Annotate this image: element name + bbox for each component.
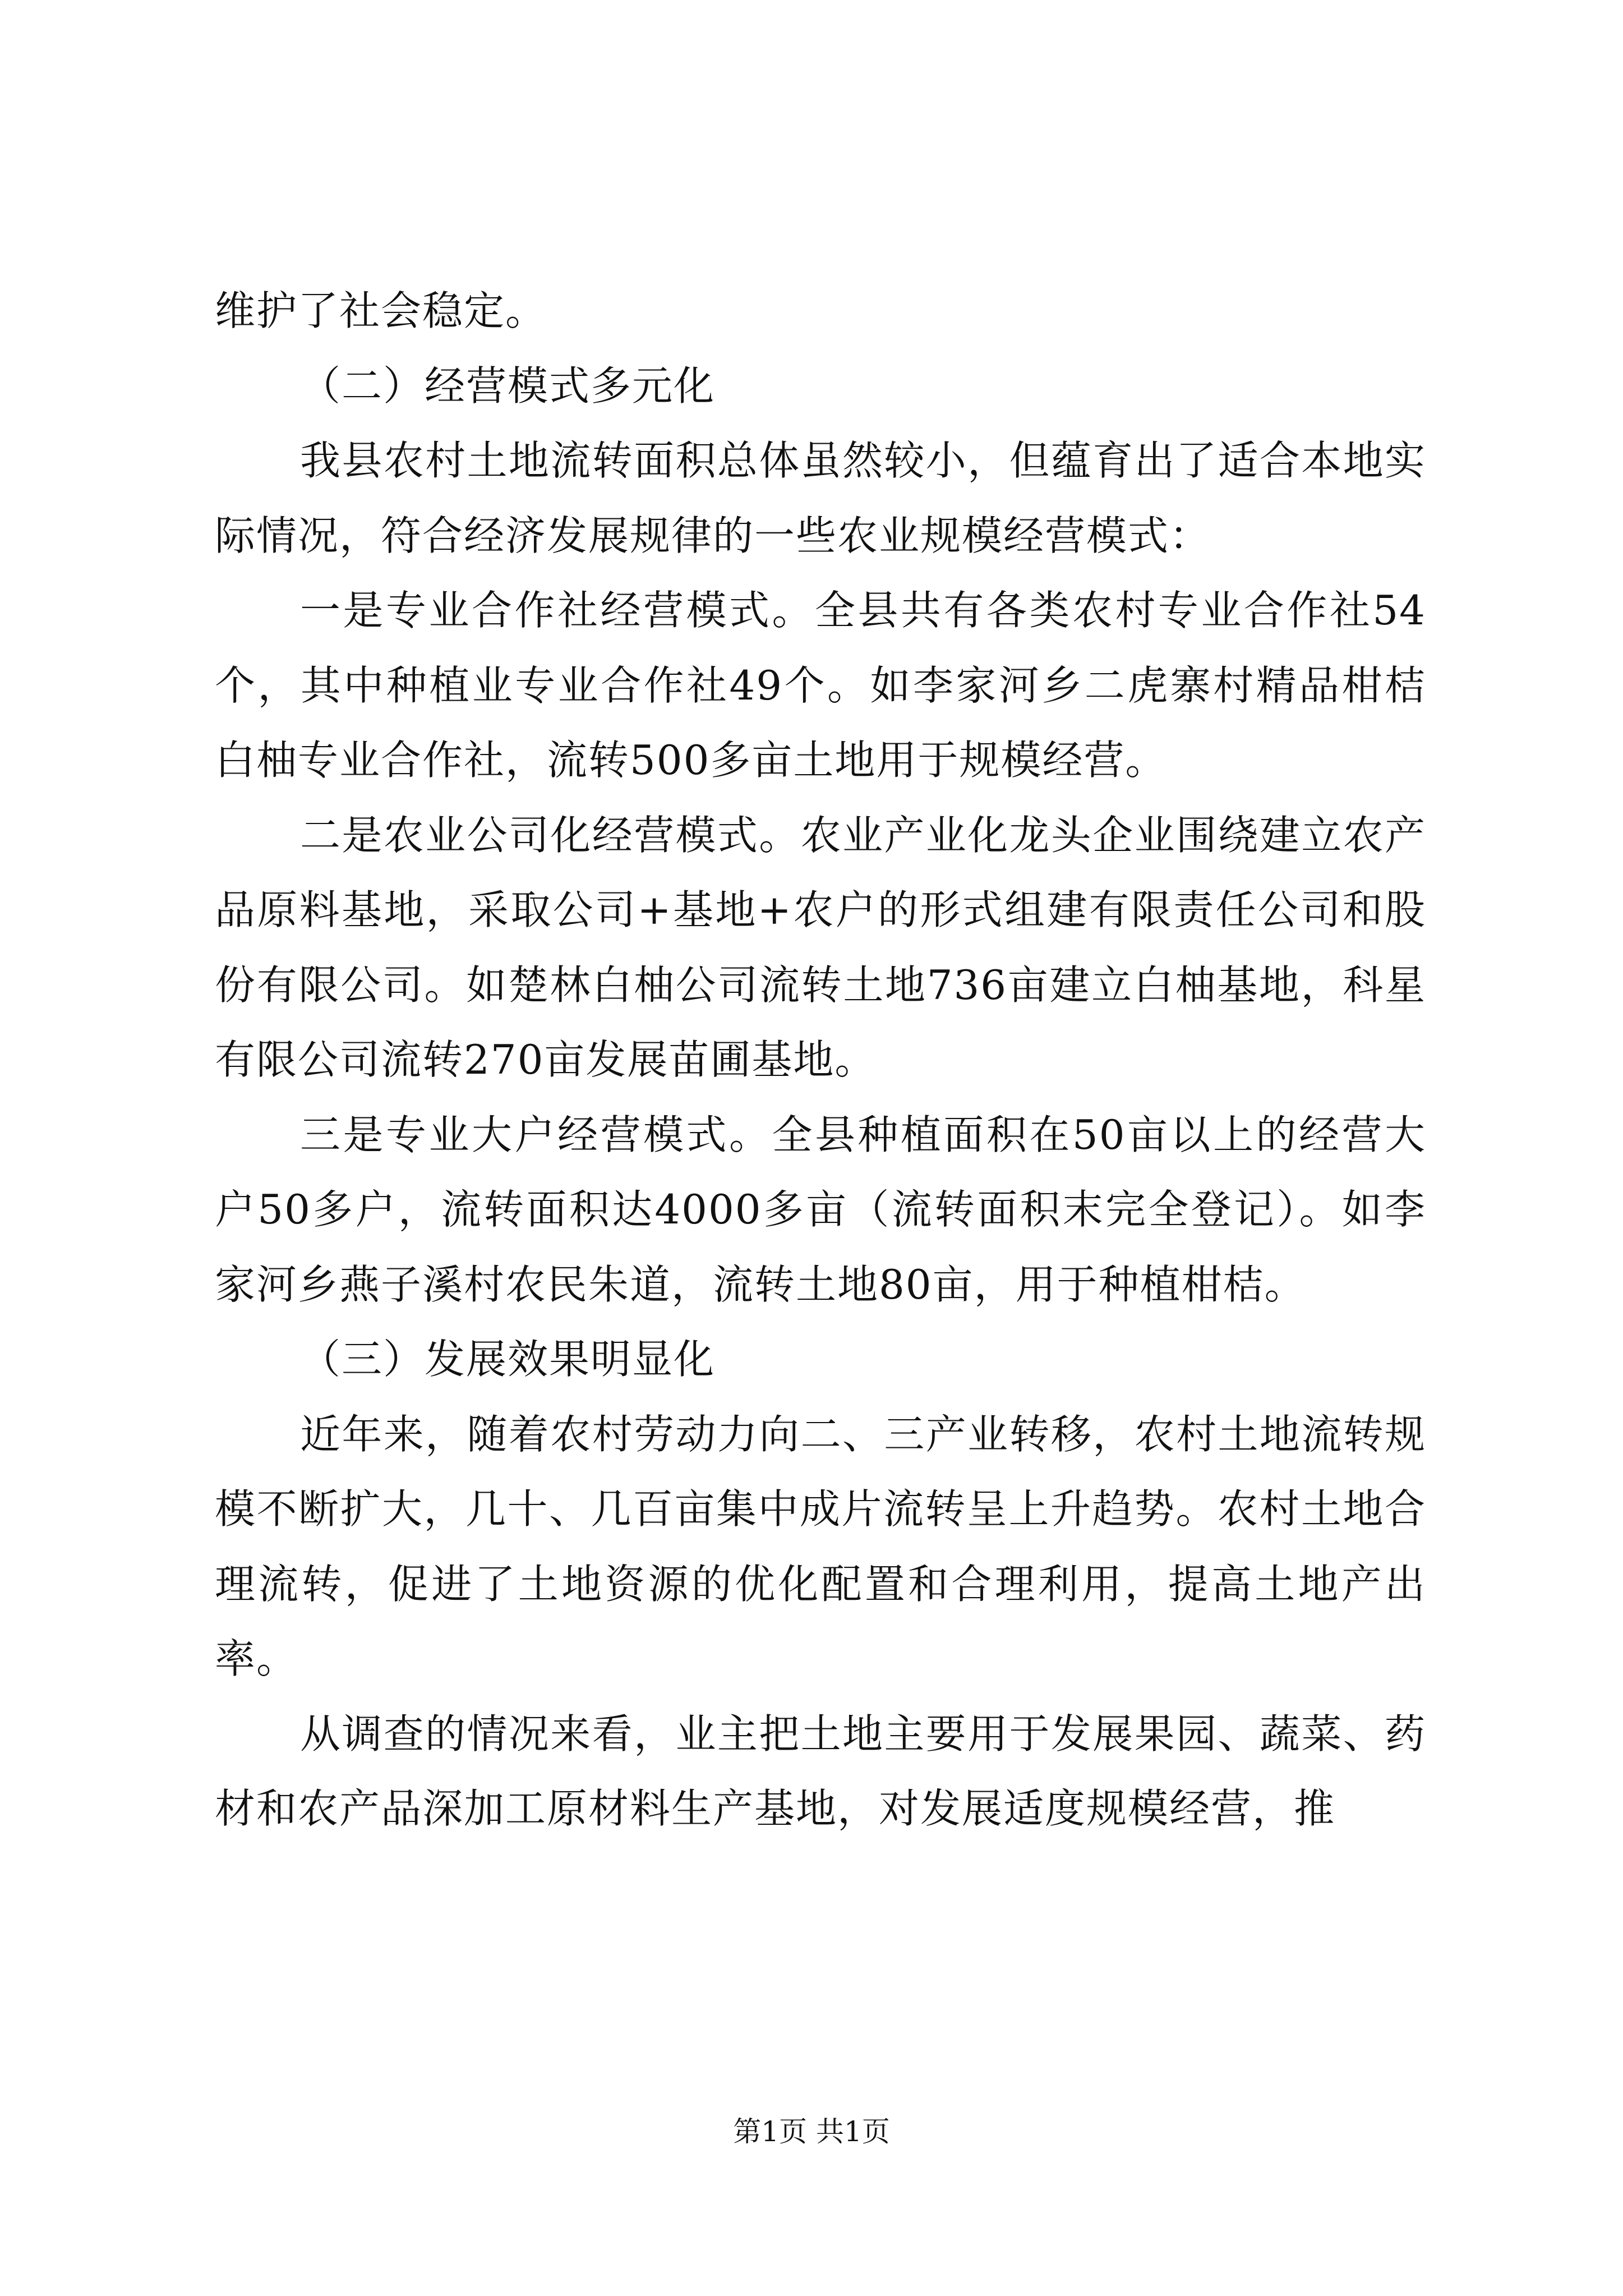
- paragraph-company-model: 二是农业公司化经营模式。农业产业化龙头企业围绕建立农产品原料基地，采取公司+基地+农户的形式组建有限责任公司和股份有限公司。如楚林白柚公司流转土地736亩建立白柚基地，科星有限公司流转270亩发展苗圃基地。: [215, 811, 1426, 1083]
- paragraph-survey-findings: 从调查的情况来看，业主把土地主要用于发展果园、蔬菜、药材和农产品深加工原材料生产基地，对发展适度规模经营，推: [215, 1710, 1426, 1832]
- paragraph-intro: 我县农村土地流转面积总体虽然较小，但蕴育出了适合本地实际情况，符合经济发展规律的一些农业规模经营模式：: [215, 437, 1426, 559]
- page-footer: 第1页 共1页: [733, 2115, 890, 2148]
- section-heading-2: （二）经营模式多元化: [300, 362, 716, 409]
- paragraph-continuation: 维护了社会稳定。: [215, 287, 547, 334]
- section-heading-3: （三）发展效果明显化: [300, 1336, 716, 1383]
- paragraph-large-household-model: 三是专业大户经营模式。全县种植面积在50亩以上的经营大户50多户，流转面积达4000多亩（流转面积末完全登记）。如李家河乡燕子溪村农民朱道，流转土地80亩，用于种植柑桔。: [215, 1111, 1426, 1308]
- paragraph-development-effect: 近年来，随着农村劳动力向二、三产业转移，农村土地流转规模不断扩大，几十、几百亩集中成片流转呈上升趋势。农村土地合理流转，促进了土地资源的优化配置和合理利用，提高土地产出率。: [215, 1410, 1426, 1682]
- document-body: [215, 274, 1426, 1847]
- paragraph-cooperative-model: 一是专业合作社经营模式。全县共有各类农村专业合作社54个，其中种植业专业合作社49个。如李家河乡二虎寨村精品柑桔白柚专业合作社，流转500多亩土地用于规模经营。: [215, 587, 1426, 784]
